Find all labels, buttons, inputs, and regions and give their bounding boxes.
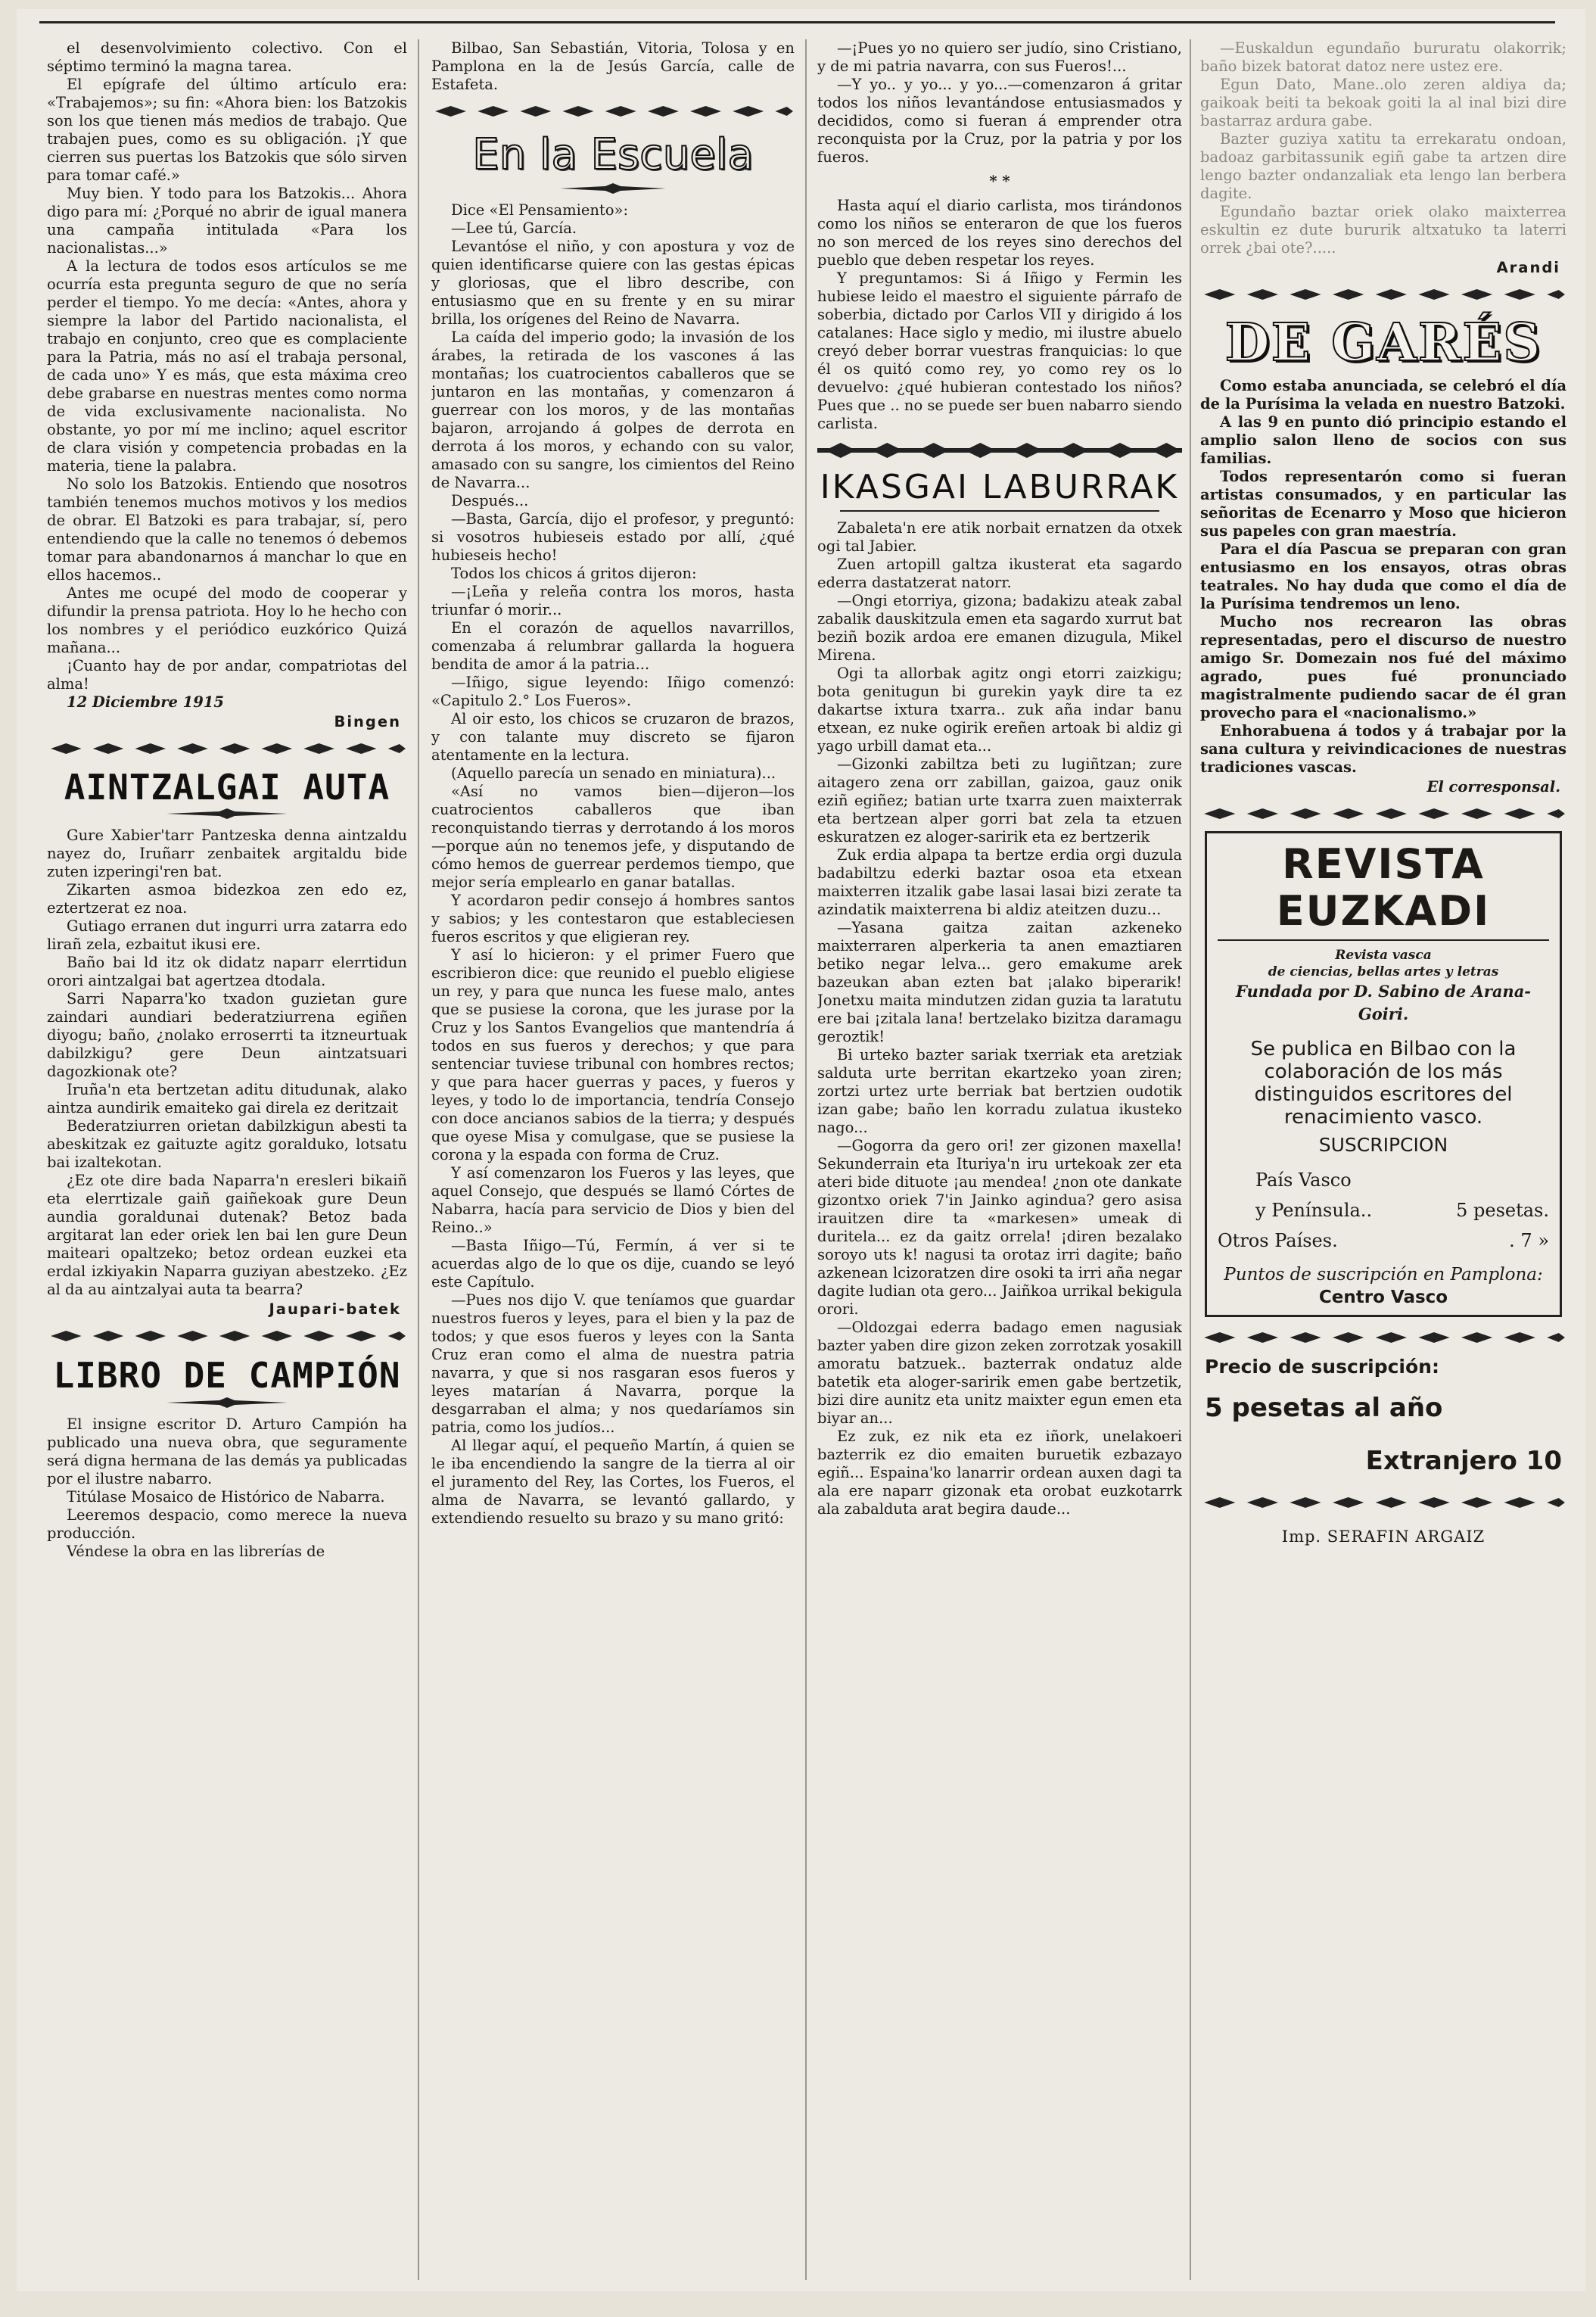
ad-footer-text: Puntos de suscripción en Pamplona: — [1224, 1265, 1543, 1285]
ad-subtitle: de ciencias, bellas artes y letras — [1268, 964, 1499, 979]
ad-price-row — [1218, 1225, 1549, 1256]
paragraph: —Euskaldun egundaño bururatu olakorrik; baño bizek batorat datoz nere ustez ere. — [1200, 39, 1566, 75]
paragraph: Enhorabuena á todos y á trabajar por la sana cultura y reivindicaciones de nuestras tradiciones vascas. — [1200, 722, 1566, 776]
article-ikasgai-laburrak — [817, 519, 1182, 1518]
paragraph: Y acordaron pedir consejo á hombres santos y sabios; y les contestaron que estableciesen fueros escritos y que eligieran rey. — [431, 892, 795, 945]
paragraph: No solo los Batzokis. Entiendo que nosotros también tenemos muchos motivos y los medios de obrar. El Batzoki es para trabajar, sí, pero entendiendo que la calle no tenemos ó debemos tomar para abandonarnos á manchar lo que en ellos hacemos.. — [47, 475, 407, 584]
ad-subtitle: Revista vasca — [1335, 948, 1432, 963]
paragraph: el desenvolvimiento colectivo. Con el séptimo terminó la magna tarea. — [47, 39, 407, 75]
paragraph: Todos los chicos á gritos dijeron: — [451, 565, 697, 582]
article-continuation: Bilbao, San Sebastián, Vitoria, Tolosa y en Pamplona en la de Jesús García, calle de Estafeta. — [431, 39, 795, 93]
subscription-price-abroad: Extranjero 10 — [1365, 1446, 1562, 1476]
paragraph: El insigne escritor D. Arturo Campión ha publicado una nueva obra, que seguramente será digna hermana de las demás ya publicadas por el ilustre nabarro. — [47, 1415, 407, 1487]
subscription-price-annual: 5 pesetas al año — [1205, 1393, 1443, 1423]
headline-en-la-escuela: En la Escuela — [472, 130, 754, 179]
paragraph: Ogi ta allorbak agitz ongi etorri zaizkigu; bota genitugun bi gurekin yayk dire ta ez dakartse ixtura txarra.. zuk aña indar banu etxean, ez nuke ogirik ereñen artoak bi aldiz gi yago urbill damat eta... — [817, 665, 1182, 755]
paragraph: Zikarten asmoa bidezkoa zen edo ez, eztertzerat ez noa. — [47, 881, 407, 917]
paragraph: El epígrafe del último artículo era: «Trabajemos»; su fin: «Ahora bien: los Batzokis son los que tienen más medios de trabajo. Que trabajen pues, como es su obligación. ¡Y que cierren sus puertas los Batzokis que sólo sirven para tomar café.» — [47, 76, 407, 184]
article-fueros-commentary — [817, 197, 1182, 433]
ad-price-label: País Vasco — [1255, 1169, 1352, 1191]
column-4 — [1200, 39, 1566, 2280]
paragraph: Muy bien. Y todo para los Batzokis... Ahora digo para mí: ¿Porqué no abrir de igual manera una campaña intitulada «Para los nacionalistas...» — [47, 185, 407, 257]
ornament-divider — [47, 1326, 407, 1346]
signature-bingen: Bingen — [334, 713, 401, 730]
paragraph: —Iñigo, sigue leyendo: Iñigo comenzó: «Capitulo 2.° Los Fueros». — [431, 674, 795, 709]
paragraph: Al llegar aquí, el pequeño Martín, á quien se le iba encendiendo la sangre de la tierra al oir el juramento del Rey, las Cortes, los Fueros, el alma de Navarra, se levantó gallardo, y extendiendo resuelto su brazo y su mano gritó: — [431, 1437, 795, 1527]
paragraph: Zuen artopill galtza ikusterat eta sagardo ederra dastatzerat natorr. — [817, 556, 1182, 591]
column-divider — [418, 39, 419, 2280]
paragraph: Antes me ocupé del modo de cooperar y difundir la prensa patriota. Hoy lo he hecho con los nombres y el periódico euzkórico Quizá mañana... — [47, 584, 407, 656]
headline-aintzalgai-auta: AINTZALGAI AUTA — [64, 767, 390, 808]
paragraph: (Aquello parecía un senado en miniatura)... — [451, 765, 776, 782]
paragraph: Hasta aquí el diario carlista, mos tirándonos como los niños se enteraron de que los fueros no son merced de los reyes sino derechos del pueblo que deben respetar los reyes. — [817, 197, 1182, 269]
paragraph: Mucho nos recrearon las obras representadas, pero el discurso de nuestro amigo Sr. Domezain nos fué del máximo agrado, pues fué pronunciado magistralmente pudiendo sacar de él gran provecho para el «nacionalismo.» — [1200, 613, 1566, 721]
paragraph: —¡Leña y releña contra los moros, hasta triunfar ó morir... — [431, 583, 795, 618]
column-divider — [805, 39, 807, 2280]
paragraph: Y así comenzaron los Fueros y las leyes, que aquel Consejo, que después se llamó Córtes de Nabarra, hacía para servicio de Dios y bien del Reino..» — [431, 1164, 795, 1236]
paragraph: Zabaleta'n ere atik norbait ernatzen da otxek ogi tal Jabier. — [817, 519, 1182, 555]
ad-price-label: y Península.. — [1255, 1200, 1373, 1221]
headline-underline — [431, 183, 795, 194]
paragraph: ¿Ez ote dire bada Naparra'n eresleri bikaiñ eta elerrtizale gaiñ gaiñekoak gure Deun aundia goraldunai dutenak? Betoz bada argitarat lan eder oriek len bai len gure Deun maiteari opaltzeko; betoz ordean euzkei eta erdal izkiyakin Naparra guziyan abestzeko. ¿Ez al da au aintzalyai auta ta bearra? — [47, 1172, 407, 1298]
paragraph: —Oldozgai ederra badago emen nagusiak bazter yaben dire gizon zeken zorrotzak yosakill amoratu batzuek.. bazterrak ondatuz alde batetik eta aloger-saririk emen gabe bertzetik, bizi dire aunitz eta unitz maixter egun emen eta biyar an... — [817, 1319, 1182, 1427]
ad-footer-place: Centro Vasco — [1318, 1288, 1448, 1307]
ornament-divider — [1200, 1493, 1566, 1512]
paragraph: Egun Dato, Mane..olo zeren aldiya da; gaikoak beiti ta bekoak goiti la al inal bizi dire bastarraz ardura gabe. — [1200, 76, 1566, 129]
paragraph: Dice «El Pensamiento»: — [451, 201, 629, 219]
article-aintzalgai — [47, 827, 407, 1299]
paragraph: Sarri Naparra'ko txadon guzietan gure zaindari aundiari bederatziurrena egiñen diyogu; baño, ¿nolako erroserrti ta itzneurtuak dabilzkigu? gere Deun aintzatsuari dagozkionak ote? — [47, 990, 407, 1080]
headline-de-gares: DE GARÉS — [1224, 313, 1542, 373]
headline-underline — [47, 808, 407, 819]
paragraph: —Lee tú, García. — [451, 220, 577, 237]
ad-price-row — [1218, 1165, 1549, 1195]
article-continuation — [817, 39, 1182, 167]
article-date: 12 Diciembre 1915 — [67, 693, 224, 711]
ornament-divider — [1200, 804, 1566, 824]
paragraph: —Y yo.. y yo... y yo...—comenzaron á gritar todos los niños levantándose entusiasmados y decididos, como si fueran á emprender otra reconquista por la Cruz, por la patria y por los fueros. — [817, 76, 1182, 166]
article-en-la-escuela — [431, 201, 795, 1528]
paragraph: La caída del imperio godo; la invasión de los árabes, la retirada de los vascones á las montañas; los cuatrocientos caballeros que se juntaron en las montañas, y comenzaron á guerrear con los moros, y de las montañas bajaron, arrojando á golpes de derrota en derrota á los moros, y echando con su valor, amasado con su sangre, los cimientos del Reino de Navarra... — [431, 329, 795, 491]
paragraph: —Basta, García, dijo el profesor, y preguntó: si vosotros hubieseis estado por allí, ¿qué hubieseis hecho! — [431, 510, 795, 564]
article-de-gares — [1200, 377, 1566, 777]
paragraph: —Yasana gaitza zaitan azkeneko maixterraren alperkeria ta anen emaztiaren betiko negar lelva... gero emakume arek bazeukan aban ezten bat ¡alako biperarik! Jonetxu maita mindutzen zidan guzia ta laratutu ere bai ¡zitala lana! bertzelako bizitza daramagu geroztik! — [817, 919, 1182, 1045]
ad-footer — [1218, 1263, 1549, 1309]
headline-underline — [840, 510, 1159, 512]
paragraph: Bederatziurren orietan dabilzkigun abesti ta abeskitzak ez gaituzte agitz goralduko, lotsatu bai izaltekotan. — [47, 1117, 407, 1171]
advertisement-revista-euzkadi — [1205, 831, 1562, 1317]
column-3 — [817, 39, 1182, 2280]
paragraph: Gutiago erranen dut ingurri urra zatarra edo lirañ zela, ezbaitut ikusi ere. — [47, 917, 407, 953]
paragraph: A las 9 en punto dió principio estando el amplio salon lleno de socios con sus familias. — [1200, 413, 1566, 467]
headline-ikasgai-laburrak: IKASGAI LABURRAK — [820, 468, 1180, 506]
paragraph: Zuk erdia alpapa ta bertze erdia orgi duzula badabiltzu ederki baztar osoa eta etxean maixterren itzalik gabe lasai lasai bizi zerate ta azindatik maixterrena bi aldiz ateitzen duzu... — [817, 846, 1182, 918]
paragraph: Y preguntamos: Si á Iñigo y Fermin les hubiese leido el maestro el siguiente párrafo de soberbia, dictado por Carlos VII y dirigido á los catalanes: Hace siglo y medio, mi ilustre abuelo creyó deber borrar vuestras franquicias: lo que él os quitó como rey, yo como rey os lo devuelvo: ¿qué hubieran contestado los niños? Pues que .. no se puede ser buen nabarro siendo carlista. — [817, 269, 1182, 432]
paragraph: —Gogorra da gero ori! zer gizonen maxella! Sekunderrain eta Ituriya'n iru urtekoak zer eta ateri bide dituote ¡au mendea! ¿non ote dankate gizontxo oriek 7'in Jainko agindua? gero asisa irauitzen dire ta «markesen» umeak di duritela... ez da gaitz orrela! ¡diren bezalako soroyo uts k! nagusi ta orotaz irri dagite; baño azkenean lcizoratzen dire osoki ta irri aña negar dagite ludian ota gero... Jaiñkoa urrikal bekigula orori. — [817, 1137, 1182, 1318]
ad-subscription-heading: SUSCRIPCION — [1318, 1134, 1448, 1156]
paragraph: —Pues nos dijo V. que teníamos que guardar nuestros fueros y leyes, para el bien y la paz de todos; y que esos fueros y leyes con la Santa Cruz eran como el alma de nuestra patria navarra, y que si nos rasgaran esos fueros y leyes matarían á Navarra, porque la desgarraban el alma; y nos quedaríamos sin patria, como los judíos... — [431, 1291, 795, 1436]
ad-founder: Fundada por D. Sabino de Arana-Goiri. — [1235, 982, 1532, 1023]
ad-price-label: Otros Países. — [1218, 1230, 1338, 1251]
ornament-divider — [1200, 285, 1566, 304]
paragraph: Bazter guziya xatitu ta errekaratu ondoan, badoaz garbitassunik egiñ gabe ta artzen dire lengo bazter ondanzaliak eta lengo lan berbera dagite. — [1200, 130, 1566, 202]
imprint: Imp. SERAFIN ARGAIZ — [1281, 1528, 1486, 1546]
ad-price-value: 5 pesetas. — [1456, 1200, 1549, 1221]
paragraph: A la lectura de todos esos artículos se me ocurría esta pregunta seguro de que no sería perder el tiempo. Yo me decía: «Antes, ahora y siempre la labor del Partido nacionalista, el trabajo en conjunto, creo que es complaciente para la Patria, más no así el trabaja personal, de cada uno» Y es más, que esta máxima creo debe grabarse en nuestras mentes como norma de vida exclusivamente nacionalista. No obstante, yo por mí me inclino; aquel escritor de clara visión y competencia probadas en la materia, tiene la palabra. — [47, 257, 407, 475]
paragraph: Iruña'n eta bertzetan aditu ditudunak, alako aintza aundirik emaiteko gai direla ez deritzait — [47, 1081, 407, 1116]
paragraph: Leeremos despacio, como merece la nueva producción. — [47, 1506, 407, 1542]
headline-libro-campion: LIBRO DE CAMPIÓN — [53, 1355, 401, 1396]
article-batzokis — [47, 39, 407, 693]
article-libro-campion — [47, 1415, 407, 1561]
paragraph: «Así no vamos bien—dijeron—los cuatrocientos caballeros que iban reconquistando tierras y derrotando á los moros—porque aún no tenemos jefe, y disputando de cómo hemos de guerrear perdemos tiempo, que mejor sería emplearlo en ganar batallas. — [431, 783, 795, 891]
ad-price-row — [1218, 1195, 1549, 1225]
paragraph: ¡Cuanto hay de por andar, compatriotas del alma! — [47, 657, 407, 693]
subscription-price-heading: Precio de suscripción: — [1205, 1356, 1439, 1378]
column-divider — [1190, 39, 1191, 2280]
paragraph: Levantóse el niño, y con apostura y voz de quien identificarse quiere con las gestas épicas y gloriosas, que el libro describe, con entusiasmo que en su frente y en su mirar brilla, los orígenes del Reino de Navarra. — [431, 238, 795, 328]
column-2 — [431, 39, 795, 2280]
ad-body: Se publica en Bilbao con la colaboración de los más distinguidos escritores del renacimiento vasco. — [1250, 1038, 1517, 1129]
paragraph: —Basta Iñigo—Tú, Fermín, á ver si te acuerdas algo de lo que os dije, cuando se leyó este Capítulo. — [431, 1237, 795, 1291]
paragraph: Bi urteko bazter sariak txerriak eta aretziak salduta urte berritan ekartzeko yoan ziren; zortzi urtez urte berriak bat bertzien oudotik izan gabe; baño len korradu zulatua ikusteko nago... — [817, 1046, 1182, 1136]
column-1 — [47, 39, 407, 2280]
paragraph: —Gizonki zabiltza beti zu lugiñtzan; zure aitagero zena orr zabillan, gaizoa, gauz onik eziñ egiñez; batian urte txarra zuen maixterrak eta bertzean alper gorri bat zela ta etzuen eskuratzen ez aloger-saririk eta ez bertzerik — [817, 755, 1182, 846]
ad-price-value — [1427, 1165, 1549, 1195]
signature-arandi: Arandi — [1496, 259, 1560, 276]
ornament-divider — [1200, 1328, 1566, 1347]
paragraph: —Ongi etorriya, gizona; badakizu ateak zabal zabalik dauskitzula emen eta sagardo xurrut bat beziñ bozik ardoa ere emanen dizugula, Mikel Mirena. — [817, 592, 1182, 664]
paragraph: Para el día Pascua se preparan con gran entusiasmo en los ensayos, otras obras teatrales. No hay duda que como el día de la Purísima tendremos un leno. — [1200, 540, 1566, 612]
ad-price-value: . 7 » — [1509, 1230, 1549, 1251]
paragraph: Gure Xabier'tarr Pantzeska denna aintzaldu nayez do, Iruñarr zenbaitek argitaldu bide zuten izperingi'ren bat. — [47, 827, 407, 880]
paragraph: Al oir esto, los chicos se cruzaron de brazos, y con talante muy discreto se fijaron atentamente en la lectura. — [431, 710, 795, 764]
ornament-divider — [431, 101, 795, 121]
paragraph: Después... — [451, 492, 529, 509]
paragraph: Como estaba anunciada, se celebró el día de la Purísima la velada en nuestro Batzoki. — [1200, 377, 1566, 413]
paragraph: En el corazón de aquellos navarrillos, comenzaba á relumbrar gallarda la hoguera bendita de amor á la patria... — [431, 619, 795, 673]
ornament-divider — [47, 739, 407, 758]
paragraph: —¡Pues yo no quiero ser judío, sino Cristiano, y de mi patria navarra, con sus Fueros!... — [817, 39, 1182, 75]
newspaper-page — [17, 9, 1585, 2291]
paragraph: Baño bai ld itz ok didatz naparr elerrtidun orori aintzalgai bat agertzea dtodala. — [47, 954, 407, 989]
headline-underline — [47, 1397, 407, 1408]
signature-corresponsal: El corresponsal. — [1426, 778, 1560, 796]
section-separator: * * — [989, 173, 1010, 190]
article-continuation — [1200, 39, 1566, 257]
signature-jaupari: Jaupari-batek — [269, 1300, 401, 1318]
top-rule — [39, 21, 1555, 23]
paragraph: Egundaño baztar oriek olako maixterrea eskultin ez dute bururik altxatuko ta laterri orrek ¿bai ote?..... — [1200, 203, 1566, 257]
paragraph: Todos representarón como si fueran artistas consumados, y en particular las señoritas de Ecenarro y Moso que hicieron sus papeles con gran maestría. — [1200, 468, 1566, 540]
ornament-divider — [817, 441, 1182, 460]
paragraph: Titúlase Mosaico de Histórico de Nabarra. — [67, 1488, 385, 1506]
paragraph: Véndese la obra en las librerías de — [67, 1543, 325, 1560]
paragraph: Y así lo hicieron: y el primer Fuero que escribieron dice: que reunido el pueblo eligiese un rey, y para que nunca les fuese malo, antes que se pusiese la corona, que les jurase por la Cruz y los Santos Evangelios que mantendría á todos en sus fueros y derechos; y que para sentenciar tuviese tribunal con hombres rectos; y que para hacer guerras y paces, y fueros y leyes, y todo lo de importancia, tendría Consejo con doce ancianos sabios de la tierra; y después que oyese Misa y comulgase, que se pusiese la corona y la espada con forma de Cruz. — [431, 946, 795, 1163]
ad-title: REVISTA EUZKADI — [1218, 841, 1549, 941]
paragraph: Ez zuk, ez nik eta ez iñork, unelakoeri bazterrik ez dio emaiten buruetik ezbazayo egiñ... Espaina'ko lanarrir ordean auxen dagi ta ala ere naparr gizonak eta orobat euzkotarrk ala zabalduta arat begira daude... — [817, 1428, 1182, 1518]
